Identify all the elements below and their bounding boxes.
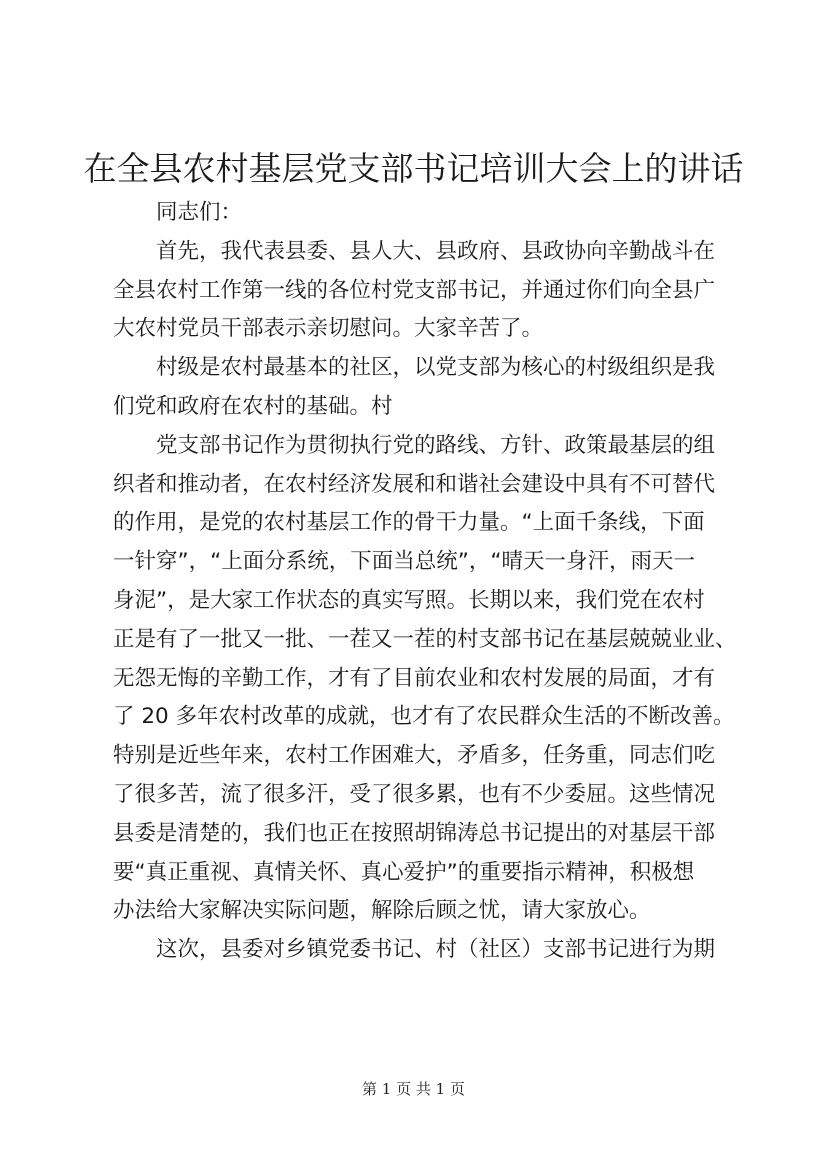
text-line: 办法给大家解决实际问题，解除后顾之忧，请大家放心。 [113, 898, 651, 924]
text-line: 县委是清楚的，我们也正在按照胡锦涛总书记提出的对基层干部 [113, 820, 716, 846]
text-line: 们党和政府在农村的基础。村 [113, 393, 393, 419]
text-line: 同志们： [156, 200, 243, 225]
text-line: 这次，县委对乡镇党委书记、村（社区）支部书记进行为期 [156, 937, 716, 963]
text-line: 正是有了一批又一批、一茬又一茬的村支部书记在基层兢兢业业、 [113, 626, 737, 652]
text-line: 织者和推动者，在农村经济发展和和谐社会建设中具有不可替代 [113, 471, 716, 497]
text-line: 无怨无悔的辛勤工作，才有了目前农业和农村发展的局面，才有 [113, 665, 716, 691]
text-line: 首先，我代表县委、县人大、县政府、县政协向辛勤战斗在 [156, 238, 716, 264]
text-line: 特别是近些年来，农村工作困难大，矛盾多，任务重，同志们吃 [113, 743, 716, 769]
text-line: 了 20 多年农村改革的成就，也才有了农民群众生活的不断改善。 [113, 704, 735, 730]
text-line: 了很多苦，流了很多汗，受了很多累，也有不少委屈。这些情况 [113, 781, 716, 807]
text-line: 党支部书记作为贯彻执行党的路线、方针、政策最基层的组 [156, 432, 716, 458]
text-line: 全县农村工作第一线的各位村党支部书记，并通过你们向全县广 [113, 277, 716, 303]
page-footer: 第 1 页 共 1 页 [362, 1080, 465, 1098]
text-line: 身泥”，是大家工作状态的真实写照。长期以来，我们党在农村 [113, 587, 705, 613]
text-line: 的作用，是党的农村基层工作的骨干力量。“上面千条线，下面 [113, 510, 705, 536]
text-line: 要“真正重视、真情关怀、真心爱护”的重要指示精神，积极想 [113, 859, 695, 885]
document-title: 在全县农村基层党支部书记培训大会上的讲话 [83, 149, 744, 188]
text-line: 一针穿”，“上面分系统，下面当总统”，“晴天一身汗，雨天一 [113, 549, 696, 575]
speech-body [113, 194, 737, 970]
text-line: 大农村党员干部表示亲切慰问。大家辛苦了。 [113, 316, 544, 342]
text-line: 村级是农村最基本的社区，以党支部为核心的村级组织是我 [156, 355, 716, 381]
